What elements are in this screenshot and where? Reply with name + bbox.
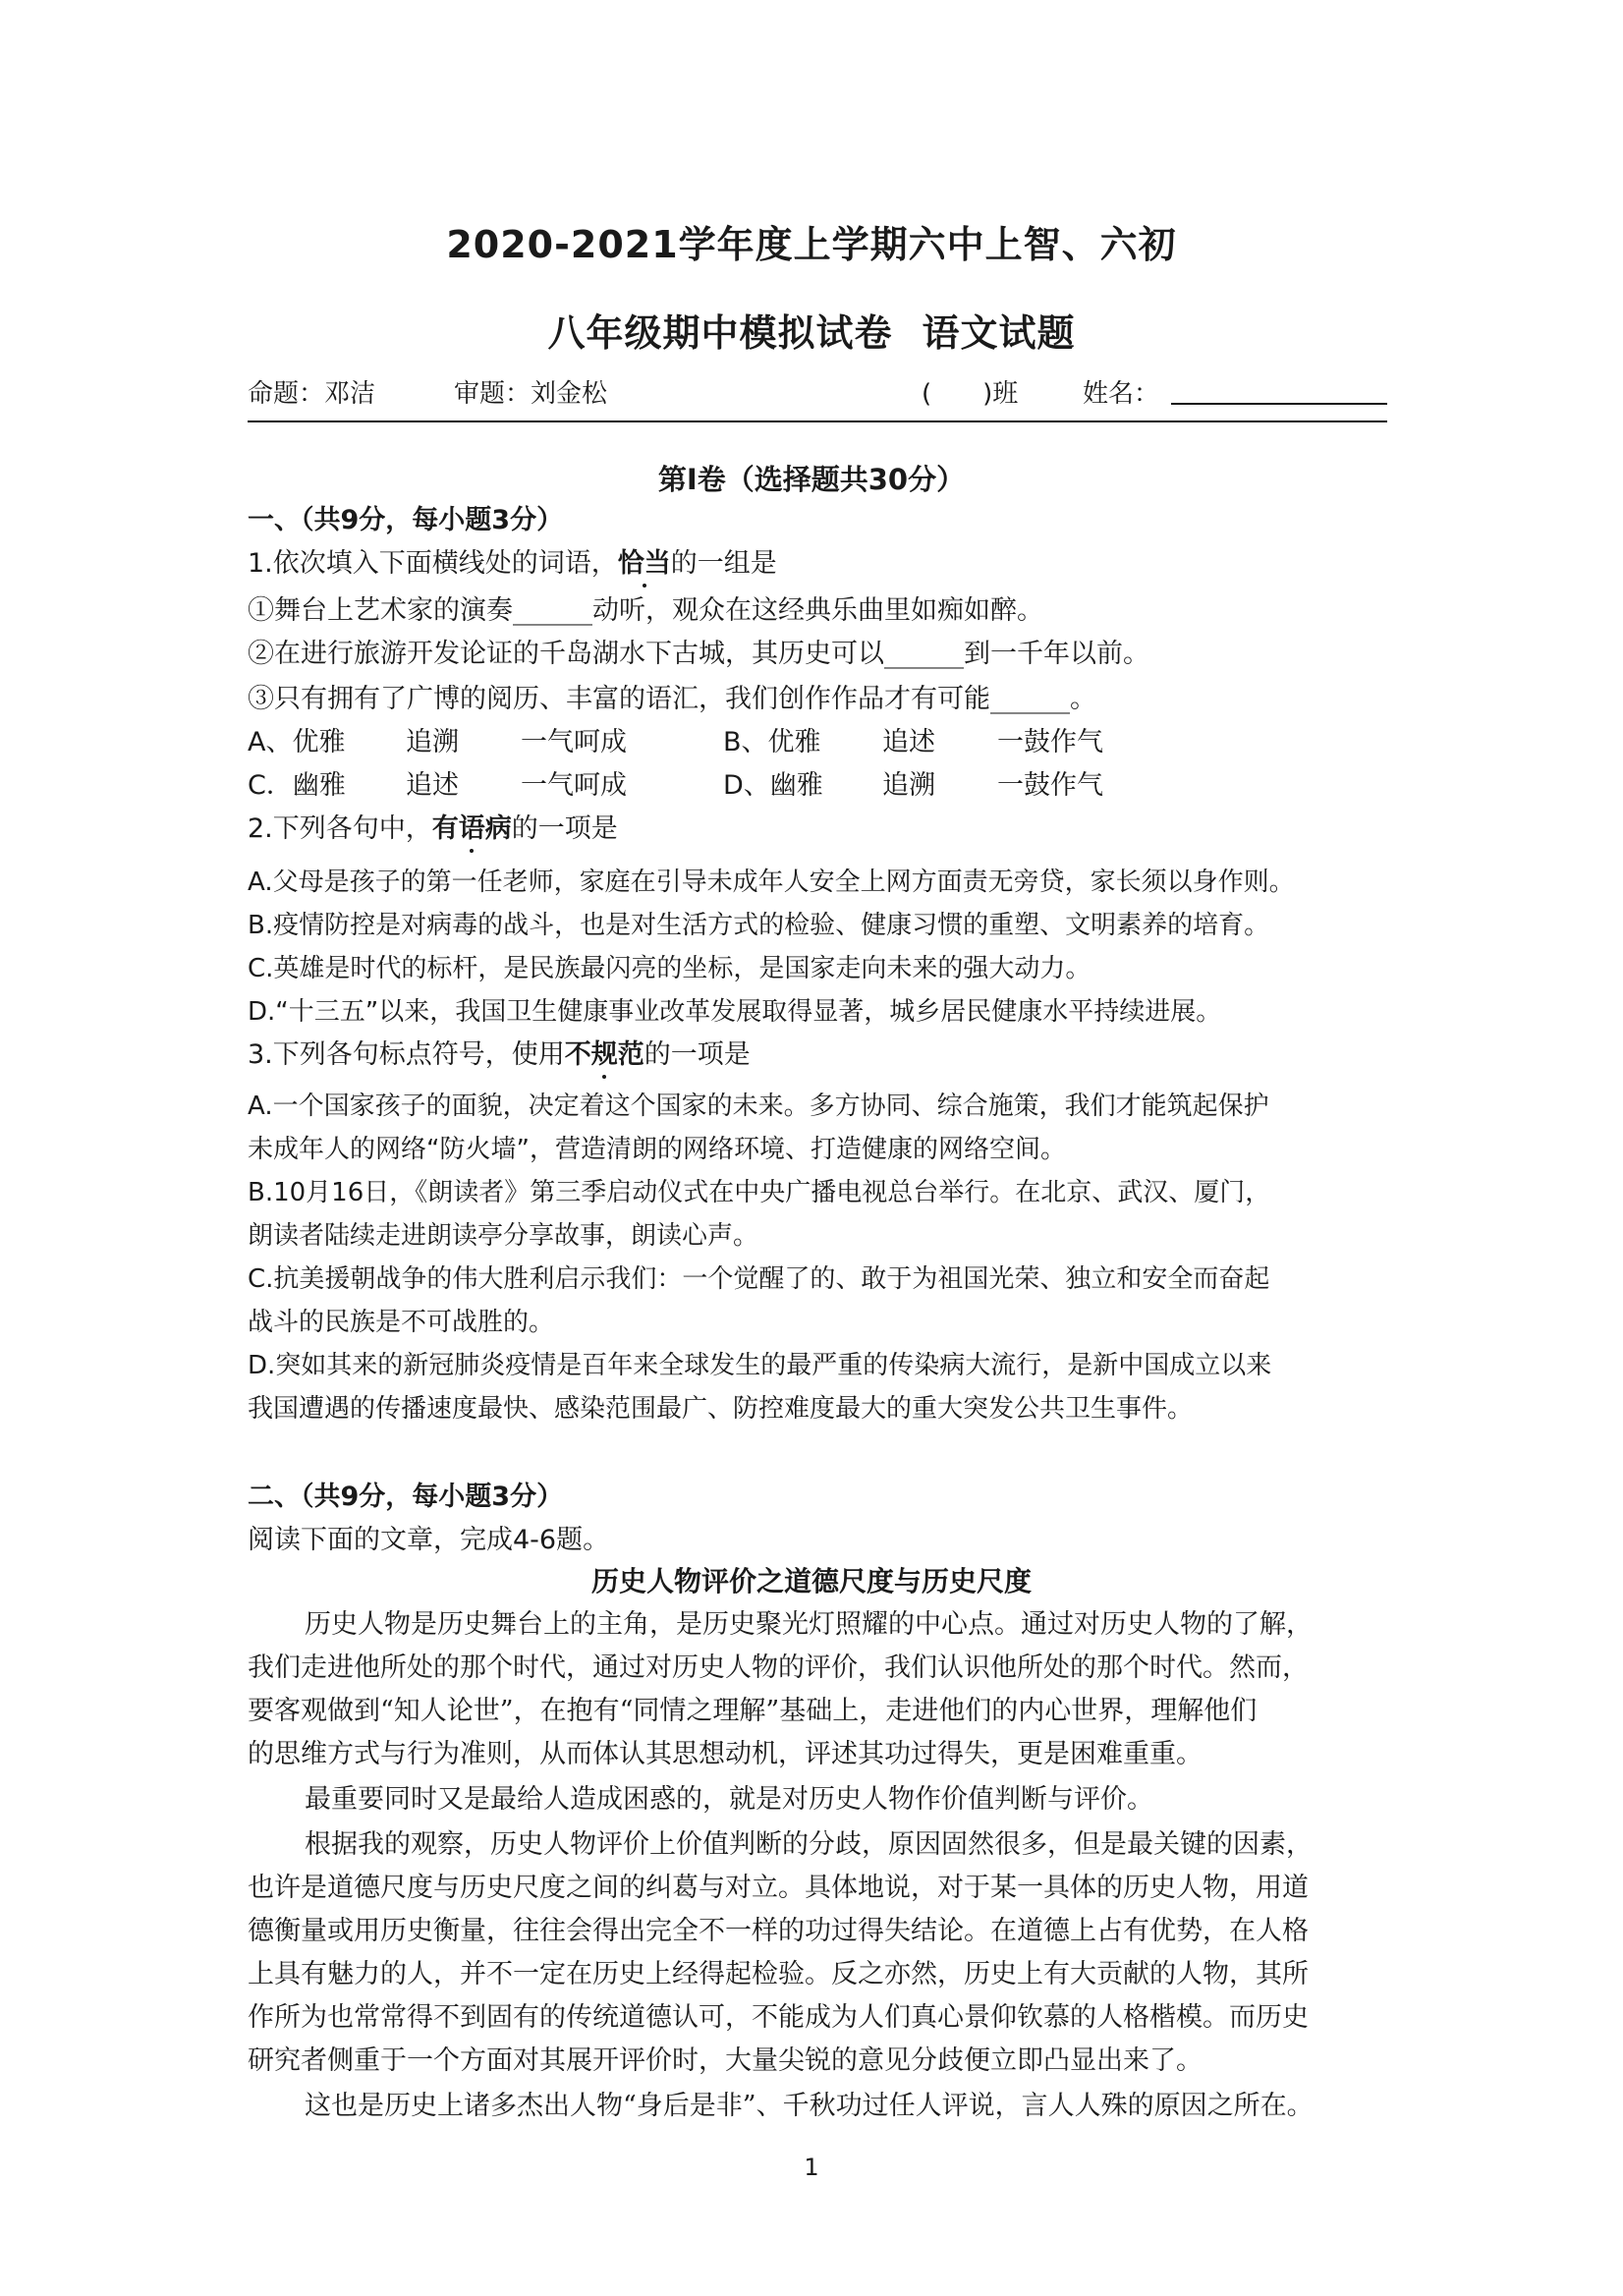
q3-option-d-line2: 我国遭遇的传播速度最快、感染范围最广、防控难度最大的重大突发公共卫生事件。 bbox=[248, 1394, 1194, 1424]
q1-stem: 1.依次填入下面横线处的词语，恰当的一组是 bbox=[248, 548, 777, 579]
section1-heading: 一、（共9分，每小题3分） bbox=[248, 505, 564, 535]
exam-title-subject: 语文试题 bbox=[922, 311, 1076, 355]
q1-sentence-1: ①舞台上艺术家的演奏______动听，观众在这经典乐曲里如痴如醉。 bbox=[248, 595, 1043, 626]
q2-option-b: B.疫情防控是对病毒的战斗，也是对生活方式的检验、健康习惯的重塑、文明素养的培育。 bbox=[248, 911, 1270, 940]
class-label: ( )班 bbox=[922, 379, 1019, 409]
q3-option-b-line1: B.10月16日，《朗读者》第三季启动仪式在中央广播电视总台举行。在北京、武汉、厦门， bbox=[248, 1178, 1271, 1207]
q2-emphasis: 有语病 bbox=[431, 813, 512, 844]
q1-emphasis: 恰当 bbox=[617, 548, 671, 579]
article-para3-line3: 德衡量或用历史衡量，往往会得出完全不一样的功过得失结论。在道德上占有优势，在人格 bbox=[248, 1916, 1309, 1946]
article-para2: 最重要同时又是最给人造成困惑的，就是对历史人物作价值判断与评价。 bbox=[305, 1784, 1153, 1815]
q3-option-d-line1: D.突如其来的新冠肺炎疫情是百年来全球发生的最严重的传染病大流行，是新中国成立以来 bbox=[248, 1351, 1272, 1380]
article-title: 历史人物评价之道德尺度与历史尺度 bbox=[590, 1565, 1032, 1597]
q1-option-d: D、幽雅 bbox=[723, 770, 823, 801]
exam-page: 2020-2021学年度上学期六中上智、六初 八年级期中模拟试卷 语文试题 命题：邓洁 审题：刘金松 ( )班 姓名： 第I卷（选择题共30分） 一、（共9分，每小题3分） 1.依次填入下面横线处的词语，恰当的一组是 ①舞台上艺术家的演奏______动听，观众在这经典乐曲里如痴如醉。 ②在进行旅游开发论证的千岛湖水下古城，其历史可以______到一千年以前。 ③只有拥有了广博的阅历、丰富的语汇，我们创作作品才有可能______。 A、优雅 追溯 一气呵成 B、优雅 追述 一鼓作气 C．幽雅 追述 一气呵成 D、幽雅 追溯 一鼓作气 2.下列各句中，有语病的一项是 A.父母是孩子的第一任老师，家庭在引导未成年人安全上网方面责无旁贷，家长须以身作则。 B.疫情防控是对病毒的战斗，也是对生活方式的检验、健康习惯的重塑、文明素养的培育。 C.英雄是时代的标杆，是民族最闪亮的坐标，是国家走向未来的强大动力。 D.“十三五”以来，我国卫生健康事业改革发展取得显著，城乡居民健康水平持续进展。 3.下列各句标点符号，使用不规范的一项是 A.一个国家孩子的面貌，决定着这个国家的未来。多方协同、综合施策，我们才能筑起保护 未成年人的网络“防火墙”，营造清朗的网络环境、打造健康的网络空间。 B.10月16日，《朗读者》第三季启动仪式在中央广播电视总台举行。在北京、武汉、厦门， 朗读者陆续走进朗读亭分享故事，朗读心声。 C.抗美援朝战争的伟大胜利启示我们：一个觉醒了的、敢于为祖国光荣、独立和安全而奋起 战斗的民族是不可战胜的。 D.突如其来的新冠肺炎疫情是百年来全球发生的最严重的传染病大流行，是新中国成立以来 我国遭遇的传播速度最快、感染范围最广、防控难度最大的重大突发公共卫生事件。 二、（共9分，每小题3分） 阅读下面的文章，完成4-6题。 历史人物评价之道德尺度与历史尺度 历史人物是历史舞台上的主角，是历史聚光灯照耀的中心点。通过对历史人物的了解， 我们走进他所处的那个时代，通过对历史人物的评价，我们认识他所处的那个时代。然而， 要客观做到“知人论世”，在抱有“同情之理解”基础上，走进他们的内心世界，理解他们 的思维方式与行为准则，从而体认其思想动机，评述其功过得失，更是困难重重。 最重要同时又是最给人造成困惑的，就是对历史人物作价值判断与评价。 根据我的观察，历史人物评价上价值判断的分歧，原因固然很多，但是最关键的因素， 也许是道德尺度与历史尺度之间的纠葛与对立。具体地说，对于某一具体的历史人物，用道 德衡量或用历史衡量，往往会得出完全不一样的功过得失结论。在道德上占有优势，在人格 上具有魅力的人，并不一定在历史上经得起检验。反之亦然，历史上有大贡献的人物，其所 作所为也常常得不到固有的传统道德认可，不能成为人们真心景仰钦慕的人格楷模。而历史 研究者侧重于一个方面对其展开评价时，大量尖锐的意见分歧便立即凸显出来了。 这也是历史上诸多杰出人物“身后是非”、千秋功过任人评说，言人人殊的原因之所在。 1 bbox=[0, 0, 1623, 2296]
q3-option-a-line2: 未成年人的网络“防火墙”，营造清朗的网络环境、打造健康的网络空间。 bbox=[248, 1135, 1066, 1164]
reviewer-label: 审题：刘金松 bbox=[454, 379, 608, 409]
q1-sentence-3: ③只有拥有了广博的阅历、丰富的语汇，我们创作作品才有可能______。 bbox=[248, 684, 1096, 714]
section2-heading: 二、（共9分，每小题3分） bbox=[248, 1482, 564, 1512]
article-para1-line4: 的思维方式与行为准则，从而体认其思想动机，评述其功过得失，更是困难重重。 bbox=[248, 1739, 1203, 1769]
article-para3-line5: 作所为也常常得不到固有的传统道德认可，不能成为人们真心景仰钦慕的人格楷模。而历史 bbox=[248, 2002, 1309, 2033]
article-para4: 这也是历史上诸多杰出人物“身后是非”、千秋功过任人评说，言人人殊的原因之所在。 bbox=[305, 2091, 1314, 2121]
q2-stem: 2.下列各句中，有语病的一项是 bbox=[248, 813, 618, 844]
article-para1-line2: 我们走进他所处的那个时代，通过对历史人物的评价，我们认识他所处的那个时代。然而， bbox=[248, 1652, 1309, 1683]
exam-title-line2 bbox=[0, 303, 1623, 357]
article-para3-line6: 研究者侧重于一个方面对其展开评价时，大量尖锐的意见分歧便立即凸显出来了。 bbox=[248, 2045, 1203, 2076]
reading-intro: 阅读下面的文章，完成4-6题。 bbox=[248, 1525, 610, 1555]
q3-emphasis: 不规范 bbox=[564, 1039, 644, 1070]
q2-option-c: C.英雄是时代的标杆，是民族最闪亮的坐标，是国家走向未来的强大动力。 bbox=[248, 954, 1091, 983]
part1-heading: 第I卷（选择题共30分） bbox=[657, 463, 966, 496]
q1-option-b: B、优雅 bbox=[723, 727, 821, 757]
q3-option-c-line2: 战斗的民族是不可战胜的。 bbox=[248, 1308, 555, 1337]
name-blank bbox=[1171, 403, 1387, 405]
q3-option-a-line1: A.一个国家孩子的面貌，决定着这个国家的未来。多方协同、综合施策，我们才能筑起保护 bbox=[248, 1092, 1269, 1121]
q3-option-b-line2: 朗读者陆续走进朗读亭分享故事，朗读心声。 bbox=[248, 1221, 759, 1251]
article-para3-line2: 也许是道德尺度与历史尺度之间的纠葛与对立。具体地说，对于某一具体的历史人物，用道 bbox=[248, 1873, 1309, 1903]
article-para1-line1: 历史人物是历史舞台上的主角，是历史聚光灯照耀的中心点。通过对历史人物的了解， bbox=[305, 1609, 1313, 1640]
q3-stem: 3.下列各句标点符号，使用不规范的一项是 bbox=[248, 1039, 751, 1070]
exam-meta-row bbox=[248, 373, 1387, 417]
q1-option-c: C．幽雅 bbox=[248, 770, 346, 801]
article-para3-line1: 根据我的观察，历史人物评价上价值判断的分歧，原因固然很多，但是最关键的因素， bbox=[305, 1829, 1313, 1860]
author-label: 命题：邓洁 bbox=[248, 379, 376, 409]
q3-option-c-line1: C.抗美援朝战争的伟大胜利启示我们：一个觉醒了的、敢于为祖国光荣、独立和安全而奋起 bbox=[248, 1264, 1270, 1294]
page-number: 1 bbox=[804, 2154, 819, 2181]
q2-option-d: D.“十三五”以来，我国卫生健康事业改革发展取得显著，城乡居民健康水平持续进展。 bbox=[248, 997, 1222, 1027]
q1-option-a: A、优雅 bbox=[248, 727, 346, 757]
q1-sentence-2: ②在进行旅游开发论证的千岛湖水下古城，其历史可以______到一千年以前。 bbox=[248, 639, 1149, 669]
exam-title-grade: 八年级期中模拟试卷 bbox=[547, 311, 893, 355]
q2-option-a: A.父母是孩子的第一任老师，家庭在引导未成年人安全上网方面责无旁贷，家长须以身作则。 bbox=[248, 868, 1295, 897]
article-para1-line3: 要客观做到“知人论世”，在抱有“同情之理解”基础上，走进他们的内心世界，理解他们 bbox=[248, 1696, 1258, 1726]
header-divider bbox=[248, 420, 1387, 422]
exam-title-line1: 2020-2021学年度上学期六中上智、六初 bbox=[446, 223, 1177, 266]
article-para3-line4: 上具有魅力的人，并不一定在历史上经得起检验。反之亦然，历史上有大贡献的人物，其所 bbox=[248, 1959, 1309, 1989]
name-label: 姓名： bbox=[1083, 379, 1160, 409]
